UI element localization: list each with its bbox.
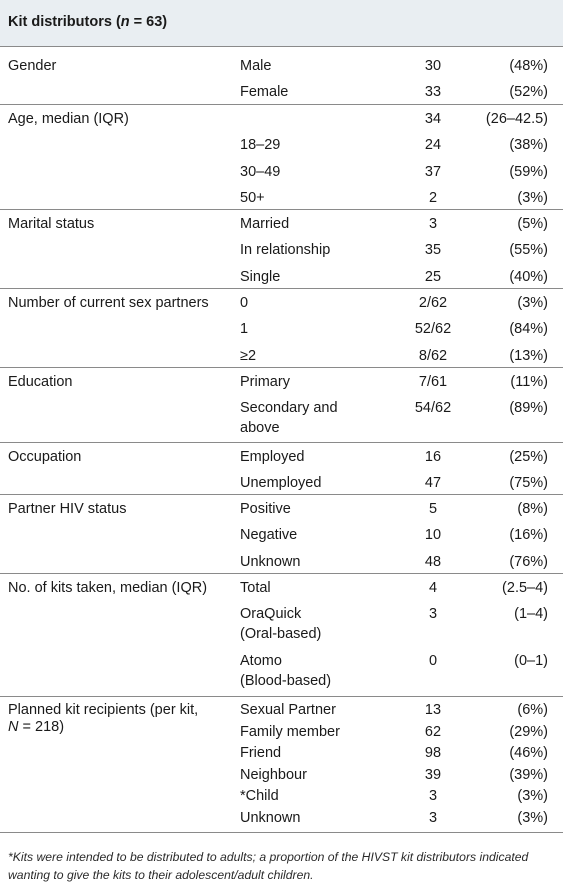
row-count: 3 (428, 788, 438, 804)
table-section-divider (0, 696, 563, 697)
row-count: 3 (428, 810, 438, 826)
row-subcategory (240, 295, 248, 311)
row-percent: (11%) (510, 374, 548, 390)
row-count: 7/61 (418, 374, 448, 390)
row-percent: (3%) (517, 295, 548, 311)
row-percent: (5%) (517, 216, 548, 232)
row-count: 52/62 (414, 321, 452, 337)
row-count: 2/62 (418, 295, 448, 311)
row-count: 25 (424, 269, 442, 285)
row-subcategory-line2: above (240, 420, 280, 436)
row-subcategory-line1: Secondary and (240, 400, 338, 416)
row-percent: (39%) (509, 767, 548, 783)
row-percent: (46%) (509, 745, 548, 761)
row-category: Occupation (8, 449, 82, 465)
row-subcategory-line1: Unknown (240, 810, 301, 826)
row-percent: (3%) (517, 788, 548, 804)
table-bottom-rule (0, 832, 563, 833)
row-count: 5 (428, 501, 438, 517)
row-category: Gender (8, 58, 57, 74)
row-subcategory-line1: Male (240, 58, 272, 74)
row-count: 16 (424, 449, 442, 465)
row-count: 13 (424, 702, 442, 718)
row-percent: (0–1) (514, 653, 548, 669)
row-percent: (29%) (509, 724, 548, 740)
row-subcategory (240, 400, 338, 436)
row-count: 33 (424, 84, 442, 100)
row-percent: (55%) (509, 242, 548, 258)
row-percent: (59%) (509, 164, 548, 180)
row-subcategory (240, 606, 321, 642)
row-subcategory (240, 702, 336, 718)
row-subcategory-line1: In relationship (240, 242, 331, 258)
row-percent: (84%) (509, 321, 548, 337)
table-section-divider (0, 104, 563, 105)
row-subcategory (240, 321, 248, 337)
row-percent: (25%) (509, 449, 548, 465)
row-subcategory (240, 58, 271, 74)
row-subcategory (240, 164, 280, 180)
row-subcategory-line1: Negative (240, 527, 298, 543)
row-percent: (1–4) (514, 606, 548, 622)
row-subcategory-line1: Employed (240, 449, 305, 465)
row-count: 30 (424, 58, 442, 74)
row-category (8, 702, 198, 735)
row-subcategory-line1: Friend (240, 745, 282, 761)
row-count: 54/62 (414, 400, 452, 416)
row-subcategory-line1: Neighbour (240, 767, 307, 783)
row-subcategory (240, 475, 321, 491)
table-section-divider (0, 46, 563, 47)
row-count: 8/62 (418, 348, 448, 364)
row-subcategory (240, 724, 340, 740)
row-percent: (26–42.5) (485, 111, 548, 127)
row-subcategory (240, 242, 330, 258)
row-percent: (76%) (509, 554, 548, 570)
row-subcategory-line1: Atomo (240, 653, 282, 669)
row-subcategory (240, 745, 281, 761)
row-subcategory-line1: Unknown (240, 554, 301, 570)
row-count: 10 (424, 527, 442, 543)
row-percent: (2.5–4) (502, 580, 548, 596)
table-section-divider (0, 442, 563, 443)
table-section-divider (0, 367, 563, 368)
row-subcategory-line1: Single (240, 269, 281, 285)
row-count: 4 (428, 580, 438, 596)
row-subcategory (240, 810, 300, 826)
row-subcategory-line1: Primary (240, 374, 290, 390)
row-subcategory-line1: Sexual Partner (240, 702, 336, 718)
row-percent: (13%) (509, 348, 548, 364)
row-category: Partner HIV status (8, 501, 127, 517)
row-subcategory (240, 269, 280, 285)
row-category: Marital status (8, 216, 95, 232)
row-subcategory-line1: OraQuick (240, 606, 302, 622)
row-subcategory-line1: 18–29 (240, 137, 281, 153)
row-percent: (6%) (517, 702, 548, 718)
row-percent: (48%) (509, 58, 548, 74)
row-subcategory (240, 374, 290, 390)
row-subcategory (240, 653, 331, 689)
table-section-divider (0, 209, 563, 210)
row-category: Age, median (IQR) (8, 111, 129, 127)
row-subcategory (240, 554, 300, 570)
row-subcategory-line1: Positive (240, 501, 291, 517)
row-subcategory (240, 216, 289, 232)
row-category-line1: Planned kit recipients (per kit, (8, 702, 199, 718)
row-subcategory (240, 84, 288, 100)
row-category: No. of kits taken, median (IQR) (8, 580, 208, 596)
row-percent: (75%) (509, 475, 548, 491)
row-category: Education (8, 374, 73, 390)
row-percent: (3%) (517, 810, 548, 826)
row-count: 48 (424, 554, 442, 570)
row-subcategory (240, 767, 307, 783)
row-percent: (8%) (517, 501, 548, 517)
table-title: Kit distributors (n = 63) (8, 14, 168, 30)
row-subcategory-line1: Unemployed (240, 475, 322, 491)
row-count: 0 (428, 653, 438, 669)
row-subcategory-line1: *Child (240, 788, 279, 804)
row-category-line2: N = 218) (8, 719, 65, 735)
row-count: 35 (424, 242, 442, 258)
row-subcategory-line1: Family member (240, 724, 340, 740)
row-subcategory-line1: 50+ (240, 190, 265, 206)
row-count: 2 (428, 190, 438, 206)
row-count: 39 (424, 767, 442, 783)
row-percent: (52%) (509, 84, 548, 100)
row-subcategory (240, 788, 279, 804)
row-subcategory (240, 449, 304, 465)
row-category: Number of current sex partners (8, 295, 209, 311)
row-subcategory (240, 190, 265, 206)
row-percent: (89%) (509, 400, 548, 416)
table-header (0, 0, 563, 46)
row-count: 62 (424, 724, 442, 740)
row-subcategory-line1: Total (240, 580, 271, 596)
table-section-divider (0, 494, 563, 495)
row-subcategory-line1: 30–49 (240, 164, 281, 180)
row-count: 98 (424, 745, 442, 761)
row-subcategory (240, 137, 280, 153)
row-subcategory (240, 580, 271, 596)
row-subcategory-line2: (Blood-based) (240, 673, 332, 689)
row-percent: (40%) (509, 269, 548, 285)
row-count: 3 (428, 606, 438, 622)
table-section-divider (0, 573, 563, 574)
row-count: 24 (424, 137, 442, 153)
row-subcategory-line1: Female (240, 84, 289, 100)
table-footnote: *Kits were intended to be distributed to adults; a proportion of the HIVST kit distributors indicated wanting to give the kits to their adolescent/adult children. (8, 850, 529, 882)
row-percent: (16%) (509, 527, 548, 543)
row-subcategory-line1: 1 (240, 321, 249, 337)
row-count: 3 (428, 216, 438, 232)
row-subcategory-line1: ≥2 (240, 348, 257, 364)
row-count: 37 (424, 164, 442, 180)
row-count: 34 (424, 111, 442, 127)
row-subcategory (240, 348, 256, 364)
row-subcategory-line1: 0 (240, 295, 249, 311)
row-percent: (3%) (517, 190, 548, 206)
row-subcategory (240, 501, 291, 517)
row-percent: (38%) (509, 137, 548, 153)
row-count: 47 (424, 475, 442, 491)
table-section-divider (0, 288, 563, 289)
row-subcategory-line1: Married (240, 216, 290, 232)
row-subcategory (240, 527, 297, 543)
row-subcategory-line2: (Oral-based) (240, 626, 322, 642)
